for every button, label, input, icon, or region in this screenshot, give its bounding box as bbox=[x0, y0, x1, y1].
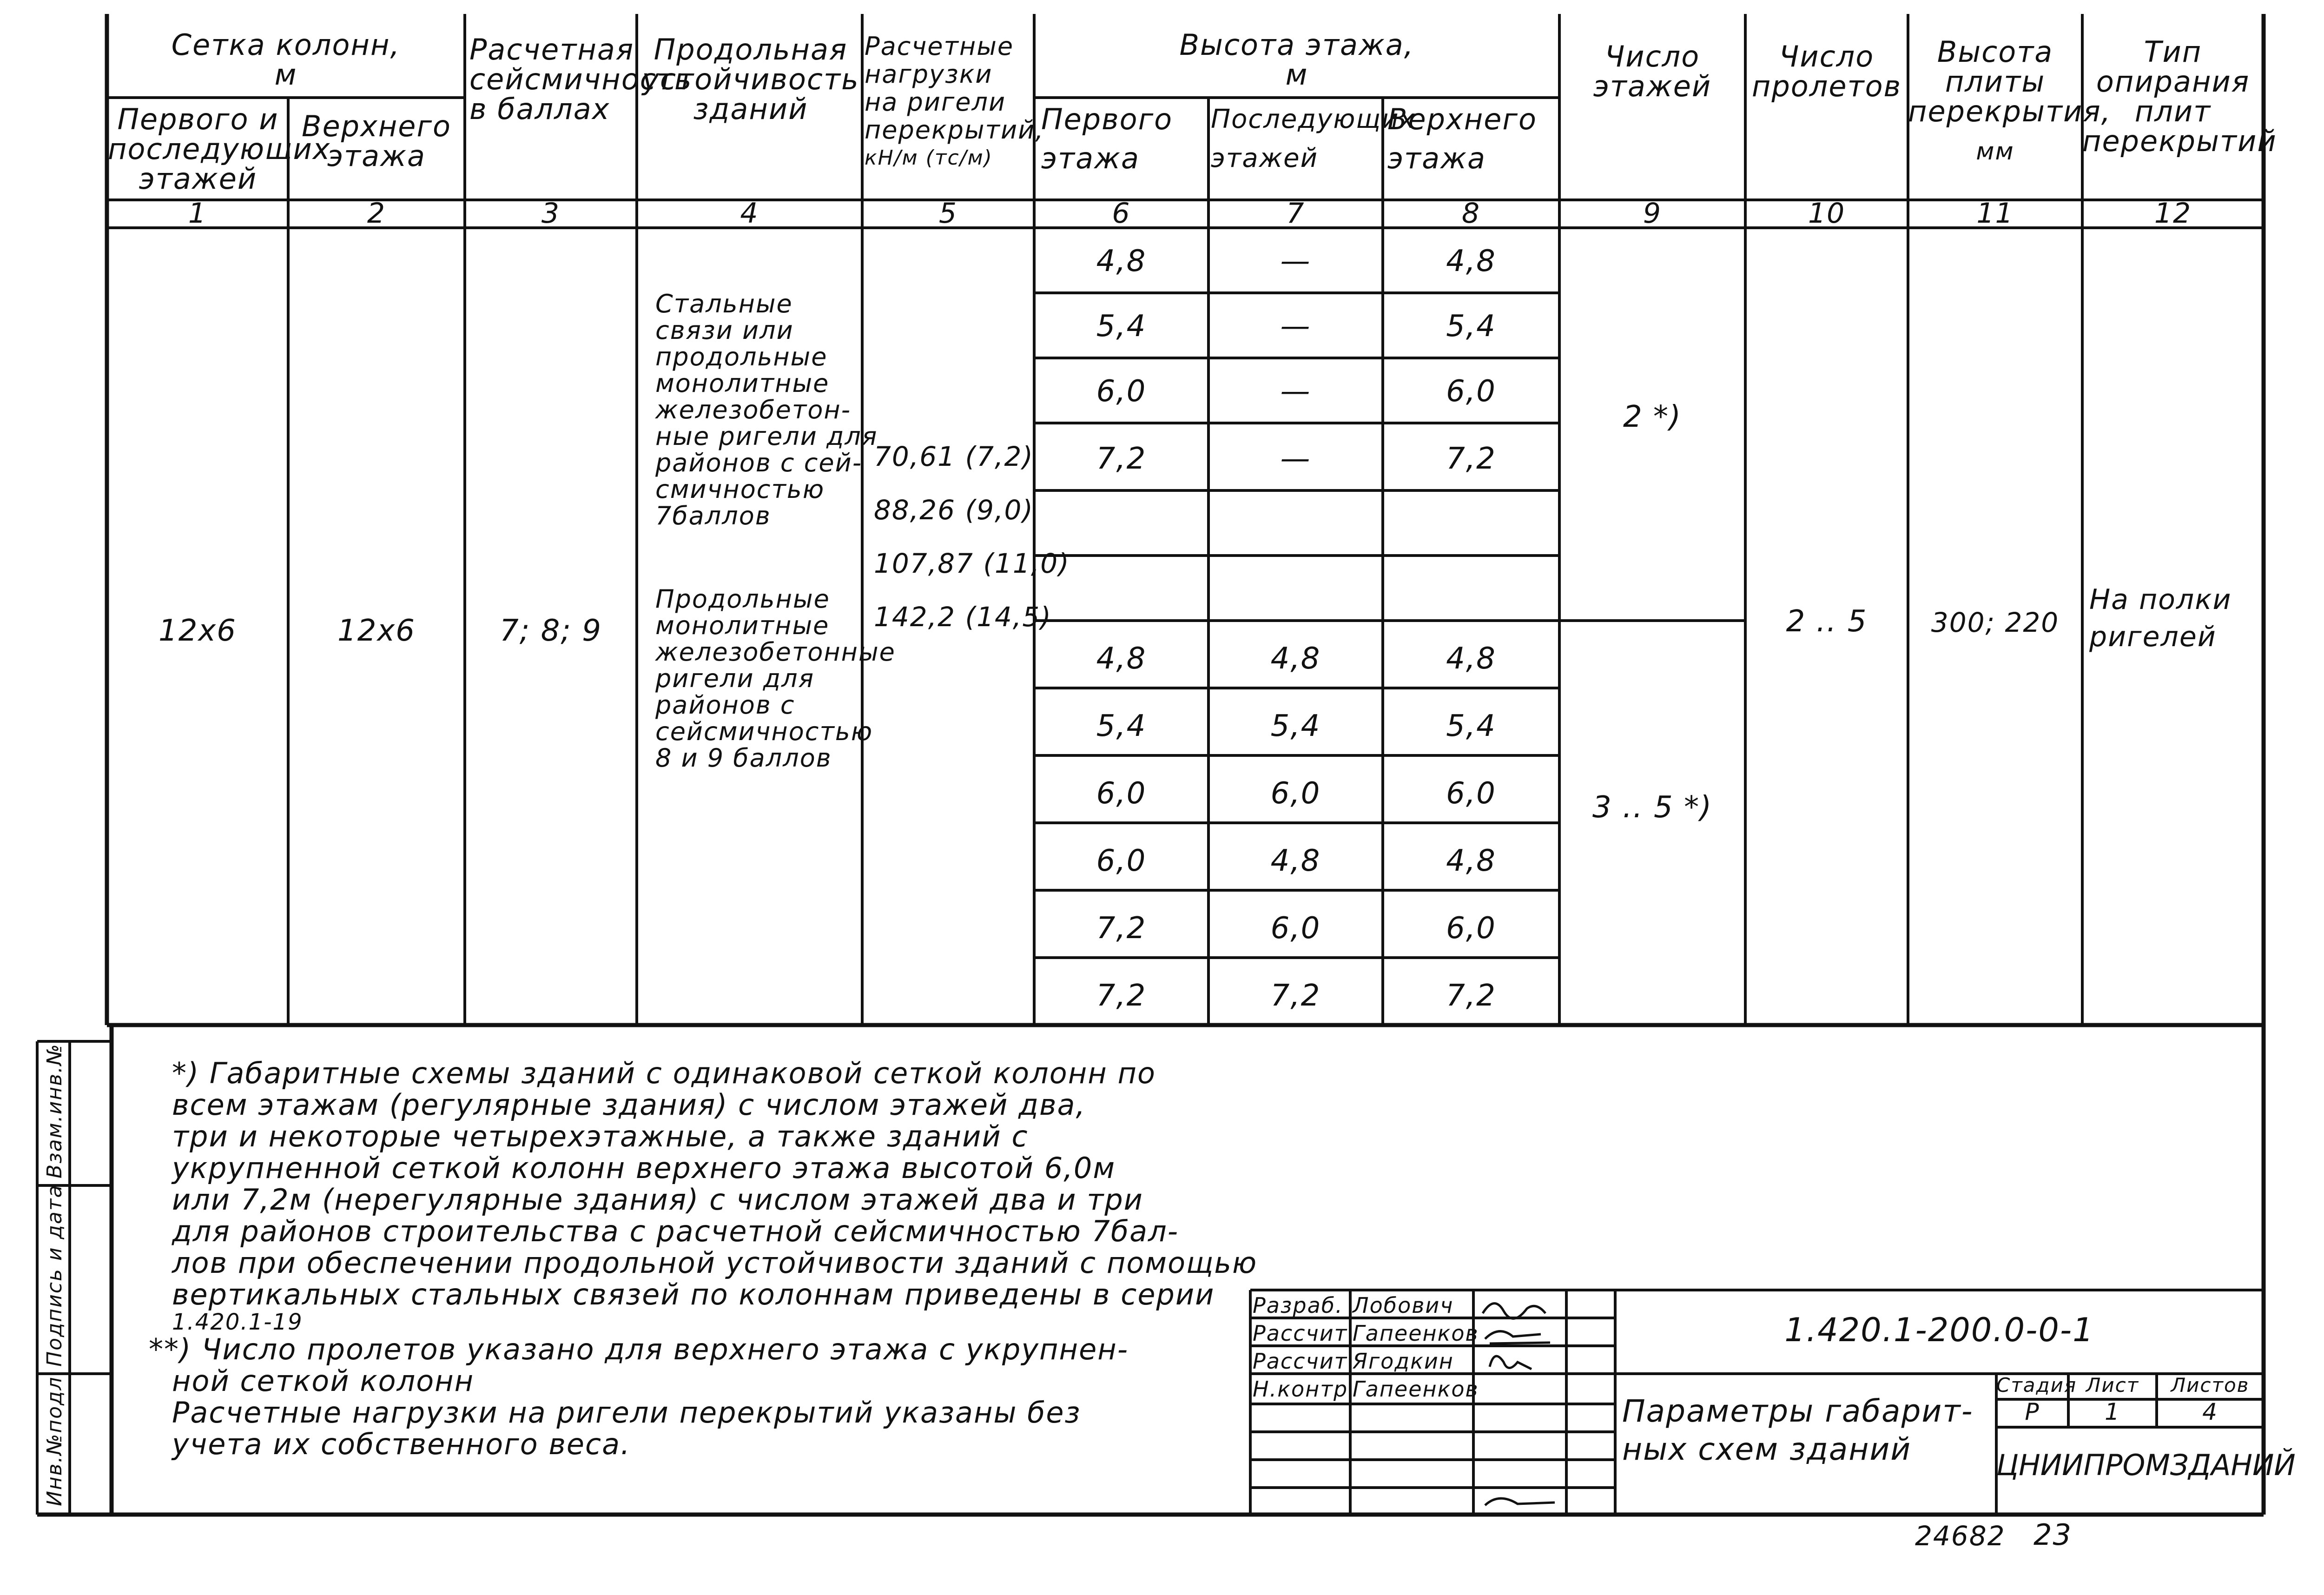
sheet-value: 1 bbox=[2105, 1398, 2120, 1425]
stamp-names: Лобович Гапеенков Ягодкин Гапеенков bbox=[1353, 1293, 1479, 1402]
col-number-10: 10 bbox=[1808, 197, 1846, 230]
col-number-11: 11 bbox=[1976, 197, 2014, 230]
grid-upper-value: 12х6 bbox=[337, 614, 416, 648]
loads-values: 70,61 (7,2) 88,26 (9,0) 107,87 (11,0) 142,2 (14,5) bbox=[874, 441, 1070, 633]
row-11-first: 7,2 bbox=[1096, 911, 1147, 946]
support-value: На полки ригелей bbox=[2089, 583, 2232, 653]
spans-value: 2 .. 5 bbox=[1786, 604, 1868, 639]
header-slab: Высота плиты перекрытия, мм bbox=[1908, 35, 2112, 165]
row-10-upper: 4,8 bbox=[1446, 844, 1496, 878]
footnotes: *) Габаритные схемы зданий с одинаковой сеткой колонн по всем этажам (регулярные здания) с числом этажей два, три и некоторые четырехэтажные, а также зданий с укрупненной сеткой колонн верхнего этажа высотой 6,0м или 7,2м (нерегулярные здания) с числом этажей два и три для районов строительства с расчетной сейсмичностью 7бал- лов при обеспечении продольной устойчивости зданий с помощью вертикальных стальных связей по колоннам приведены в серии 1.420.1-19 **) Число пролетов указано для верхнего этажа с укрупнен- ной сеткой колонн Расчетные нагрузки на ригели перекрытий указаны без учета их собственного веса. bbox=[149, 1056, 1258, 1461]
side-label-sign: Подпись и дата bbox=[43, 1184, 66, 1367]
row-7-first: 4,8 bbox=[1096, 642, 1147, 676]
stability-steel: Стальные связи или продольные монолитные железобетон- ные ригели для районов с сей- смичностью 7баллов bbox=[655, 289, 878, 530]
page-number: 23 bbox=[2034, 1518, 2072, 1552]
row-7-next: 4,8 bbox=[1270, 642, 1321, 676]
col-number-6: 6 bbox=[1112, 197, 1131, 230]
stage-value: Р bbox=[2025, 1398, 2040, 1425]
row-12-upper: 7,2 bbox=[1446, 979, 1496, 1013]
header-height-first: Первого этажа bbox=[1041, 102, 1173, 175]
row-8-first: 5,4 bbox=[1096, 709, 1147, 743]
row-12-first: 7,2 bbox=[1096, 979, 1147, 1013]
sheet-label: Лист bbox=[2086, 1374, 2139, 1396]
row-11-next: 6,0 bbox=[1270, 911, 1321, 946]
header-loads: Расчетные нагрузки на ригели перекрытий, кН/м (тс/м) bbox=[865, 32, 1044, 170]
row-10-next: 4,8 bbox=[1270, 844, 1321, 878]
signatures-icon bbox=[1476, 1292, 1564, 1511]
side-label-inv: Инв.№подл. bbox=[43, 1369, 66, 1506]
row-12-next: 7,2 bbox=[1270, 979, 1321, 1013]
sheets-value: 4 bbox=[2202, 1398, 2218, 1425]
row-8-next: 5,4 bbox=[1270, 709, 1321, 743]
row-2-first: 5,4 bbox=[1096, 309, 1147, 344]
row-1-first: 4,8 bbox=[1096, 244, 1147, 278]
row-10-first: 6,0 bbox=[1096, 844, 1147, 878]
stability-concrete: Продольные монолитные железобетонные ригели для районов с сейсмичностью 8 и 9 баллов bbox=[655, 584, 896, 773]
row-11-upper: 6,0 bbox=[1446, 911, 1496, 946]
row-1-next: — bbox=[1280, 244, 1311, 278]
document-code: 1.420.1-200.0-0-1 bbox=[1784, 1311, 2094, 1349]
row-9-next: 6,0 bbox=[1270, 776, 1321, 811]
col-number-9: 9 bbox=[1643, 197, 1662, 230]
col-number-5: 5 bbox=[938, 197, 958, 230]
header-floors: Число этажей bbox=[1593, 40, 1712, 103]
sheets-label: Листов bbox=[2171, 1374, 2250, 1396]
header-stability: Продольная устойчивость зданий bbox=[642, 33, 859, 126]
slab-value: 300; 220 bbox=[1931, 607, 2060, 638]
grid-first-value: 12х6 bbox=[158, 614, 237, 648]
header-height-next: Последующих этажей bbox=[1211, 104, 1416, 173]
row-3-upper: 6,0 bbox=[1446, 374, 1496, 409]
row-1-upper: 4,8 bbox=[1446, 244, 1496, 278]
row-4-first: 7,2 bbox=[1096, 442, 1147, 476]
floors-value-b: 3 .. 5 *) bbox=[1592, 790, 1713, 825]
inventory-number: 24682 bbox=[1915, 1520, 2006, 1552]
side-label-replace: Взам.инв.№ bbox=[43, 1043, 66, 1178]
stage-label: Стадия bbox=[1996, 1374, 2077, 1396]
header-grid: Сетка колонн, м bbox=[171, 28, 401, 92]
header-height: Высота этажа, м bbox=[1179, 28, 1414, 92]
row-4-next: — bbox=[1280, 442, 1311, 476]
row-3-first: 6,0 bbox=[1096, 374, 1147, 409]
col-number-1: 1 bbox=[188, 197, 207, 230]
row-9-upper: 6,0 bbox=[1446, 776, 1496, 811]
row-7-upper: 4,8 bbox=[1446, 642, 1496, 676]
stamp-roles: Разраб. Рассчит Рассчит Н.контр bbox=[1253, 1293, 1348, 1402]
row-4-upper: 7,2 bbox=[1446, 442, 1496, 476]
col-number-7: 7 bbox=[1286, 197, 1305, 230]
organization: ЦНИИПРОМЗДАНИЙ bbox=[1996, 1448, 2296, 1482]
col-number-2: 2 bbox=[367, 197, 386, 230]
document-title: Параметры габарит- ных схем зданий bbox=[1622, 1393, 1974, 1467]
header-spans: Число пролетов bbox=[1751, 40, 1902, 103]
row-2-next: — bbox=[1280, 309, 1311, 344]
col-number-3: 3 bbox=[541, 197, 561, 230]
row-2-upper: 5,4 bbox=[1446, 309, 1496, 344]
col-number-4: 4 bbox=[740, 197, 759, 230]
col-number-8: 8 bbox=[1461, 197, 1481, 230]
row-3-next: — bbox=[1280, 374, 1311, 409]
header-height-upper: Верхнего этажа bbox=[1387, 102, 1537, 175]
header-support: Тип опирания плит перекрытий bbox=[2082, 35, 2277, 158]
row-8-upper: 5,4 bbox=[1446, 709, 1496, 743]
seismic-value: 7; 8; 9 bbox=[500, 614, 602, 648]
header-first-floor: Первого и последующих этажей bbox=[108, 102, 331, 196]
col-number-12: 12 bbox=[2154, 197, 2192, 230]
header-seismic: Расчетная сейсмичность в баллах bbox=[469, 33, 693, 126]
floors-value-a: 2 *) bbox=[1623, 400, 1682, 434]
row-9-first: 6,0 bbox=[1096, 776, 1147, 811]
header-upper-floor: Верхнего этажа bbox=[302, 109, 451, 173]
